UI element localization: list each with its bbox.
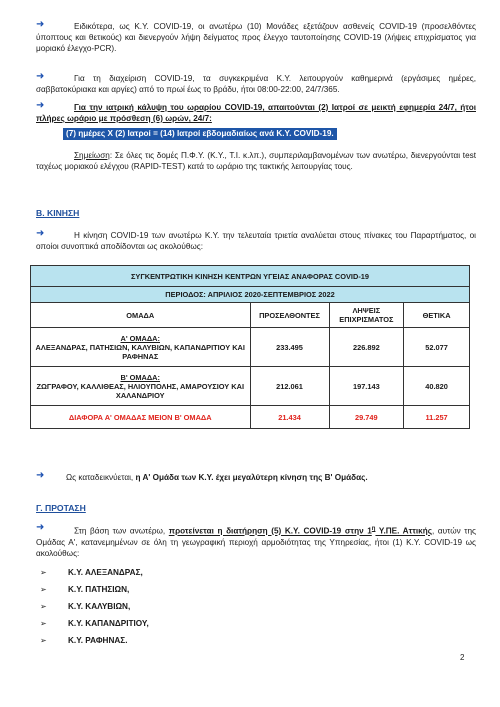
list-item-label: Κ.Υ. ΚΑΛΥΒΙΩΝ, <box>68 602 131 611</box>
list-item <box>40 584 129 594</box>
arrowhead-bullet-icon: ➢ <box>40 585 47 594</box>
table-period: ΠΕΡΙΟΔΟΣ: ΑΠΡΙΛΙΟΣ 2020-ΣΕΠΤΕΜΒΡΙΟΣ 2022 <box>31 287 470 303</box>
note-text: : Σε όλες τις δομές Π.Φ.Υ. (Κ.Υ., Τ.Ι. κ.λπ.), συμπεριλαμβανομένων των ανωτέρω, διενεργούνται test ταχέως μοριακού ελέγχου (RAPID-TEST) κατά το ωράριο της τακτικής λειτουργίας τους. <box>36 151 476 171</box>
arrowhead-bullet-icon: ➢ <box>40 602 47 611</box>
proposal-intro-a: Στη βάση των ανωτέρω, <box>74 526 169 536</box>
group-a-visits: 233.495 <box>250 328 329 367</box>
list-item-label: Κ.Υ. ΡΑΦΗΝΑΣ. <box>68 636 128 645</box>
paragraph-covid-units: Ειδικότερα, ως Κ.Υ. COVID-19, οι ανωτέρω (10) Μονάδες εξετάζουν ασθενείς COVID-19 (προσελθόντες ύποπτους και θετικούς) και διενεργούν λήψη δείγματος προς έλεγχο ταυτοποίησης COVID-19 (λήψεις επιχρίσματος για μοριακό έλεγχο-PCR). <box>36 22 476 53</box>
arrow-bullet-icon: ➜ <box>36 71 45 82</box>
page-number: 2 <box>460 653 465 662</box>
difference-positive: 11.257 <box>404 406 470 429</box>
group-a-members: ΑΛΕΞΑΝΔΡΑΣ, ΠΑΤΗΣΙΩΝ, ΚΑΛΥΒΙΩΝ, ΚΑΠΑΝΔΡΙΤΙΟΥ ΚΑΙ ΡΑΦΗΝΑΣ <box>35 342 245 361</box>
group-b-members: ΖΩΓΡΑΦΟΥ, ΚΑΛΛΙΘΕΑΣ, ΗΛΙΟΥΠΟΛΗΣ, ΑΜΑΡΟΥΣΙΟΥ ΚΑΙ ΧΑΛΑΝΔΡΙΟΥ <box>36 381 245 400</box>
proposal-intro-b: προτείνεται η διατήρηση (5) Κ.Υ. COVID-19 στην 1 <box>168 526 372 536</box>
header-swabs: ΛΗΨΕΙΣ ΕΠΙΧΡΙΣΜΑΤΟΣ <box>329 303 404 328</box>
group-b-name: Β' ΟΜΑΔΑ: <box>120 372 160 382</box>
arrow-bullet-icon: ➜ <box>36 470 45 481</box>
paragraph-operating-hours: Για τη διαχείριση COVID-19, τα συγκεκριμένα Κ.Υ. λειτουργούν καθημερινά (εργάσιμες ημέρες, σαββατοκύριακα και αργίες) από το πρωί έως το βράδυ, ήτοι 08:00-22:00, 24/7/365. <box>36 74 476 94</box>
difference-swabs: 29.749 <box>329 406 404 429</box>
covid-movement-table <box>30 265 470 429</box>
conclusion-prefix: Ως καταδεικνύεται, <box>66 473 136 482</box>
header-group: ΟΜΑΔΑ <box>31 303 251 328</box>
list-item-label: Κ.Υ. ΠΑΤΗΣΙΩΝ, <box>68 585 130 594</box>
section-b-intro: Η κίνηση COVID-19 των ανωτέρω Κ.Υ. την τελευταία τριετία αναλύεται στους πίνακες του Παραρτήματος, οι οποίοι συνοπτικά αποδίδονται ως ακολούθως: <box>36 231 476 251</box>
list-item <box>40 618 149 628</box>
list-item <box>40 635 128 645</box>
group-b-cell <box>31 367 251 406</box>
header-visits: ΠΡΟΣΕΛΘΟΝΤΕΣ <box>250 303 329 328</box>
paragraph-medical-coverage: Για την ιατρική κάλυψη του ωραρίου COVID-19, απαιτούνται (2) Ιατροί σε μεικτή εφημερία 24/7, ήτοι πλήρες ωράριο με πρόσθεση (6) ωρών, 24/7: <box>36 103 476 123</box>
section-b-heading: Β. ΚΙΝΗΣΗ <box>36 208 80 218</box>
proposal-intro-sup: η <box>371 526 376 532</box>
section-c-intro <box>36 524 476 559</box>
arrowhead-bullet-icon: ➢ <box>40 636 47 645</box>
proposal-intro-c: Υ.ΠΕ. Αττικής <box>375 526 432 536</box>
header-positive: ΘΕΤΙΚΑ <box>404 303 470 328</box>
list-item <box>40 567 143 577</box>
table-row <box>31 367 470 406</box>
arrow-bullet-icon: ➜ <box>36 100 45 111</box>
arrowhead-bullet-icon: ➢ <box>40 619 47 628</box>
group-a-name: Α' ΟΜΑΔΑ: <box>120 333 160 343</box>
difference-row <box>31 406 470 429</box>
group-a-cell <box>31 328 251 367</box>
list-item <box>40 601 130 611</box>
table-row <box>31 328 470 367</box>
arrow-bullet-icon: ➜ <box>36 228 45 239</box>
arrowhead-bullet-icon: ➢ <box>40 568 47 577</box>
table-header-row <box>31 303 470 328</box>
proposal-intro-d: , αυτών της Ομάδας Α', κατανεμημένων σε όλη τη γεωγραφική περιοχή αρμοδιότητας της Υπηρεσίας, ήτοι (1) Κ.Υ. COVID-19 ως ακολούθως: <box>36 526 477 558</box>
conclusion-paragraph <box>66 472 476 483</box>
arrow-bullet-icon: ➜ <box>36 522 45 533</box>
doctors-per-week-highlight: (7) ημέρες Χ (2) Ιατροί = (14) Ιατροί εβδομαδιαίως ανά Κ.Υ. COVID-19. <box>63 128 337 140</box>
table-title: ΣΥΓΚΕΝΤΡΩΤΙΚΗ ΚΙΝΗΣΗ ΚΕΝΤΡΩΝ ΥΓΕΙΑΣ ΑΝΑΦΟΡΑΣ COVID-19 <box>31 266 470 287</box>
group-b-positive: 40.820 <box>404 367 470 406</box>
difference-visits: 21.434 <box>250 406 329 429</box>
note-label: Σημείωση <box>74 151 110 160</box>
arrow-bullet-icon: ➜ <box>36 19 45 30</box>
group-a-positive: 52.077 <box>404 328 470 367</box>
group-b-swabs: 197.143 <box>329 367 404 406</box>
difference-label: ΔΙΑΦΟΡΑ Α' ΟΜΑΔΑΣ ΜΕΙΟΝ Β' ΟΜΑΔΑ <box>31 406 251 429</box>
note-paragraph <box>36 150 476 172</box>
section-c-heading: Γ. ΠΡΟΤΑΣΗ <box>36 503 86 513</box>
list-item-label: Κ.Υ. ΚΑΠΑΝΔΡΙΤΙΟΥ, <box>68 619 149 628</box>
group-a-swabs: 226.892 <box>329 328 404 367</box>
group-b-visits: 212.061 <box>250 367 329 406</box>
conclusion-bold: η Α' Ομάδα των Κ.Υ. έχει μεγαλύτερη κίνηση της Β' Ομάδας. <box>135 473 368 482</box>
list-item-label: Κ.Υ. ΑΛΕΞΑΝΔΡΑΣ, <box>68 568 143 577</box>
